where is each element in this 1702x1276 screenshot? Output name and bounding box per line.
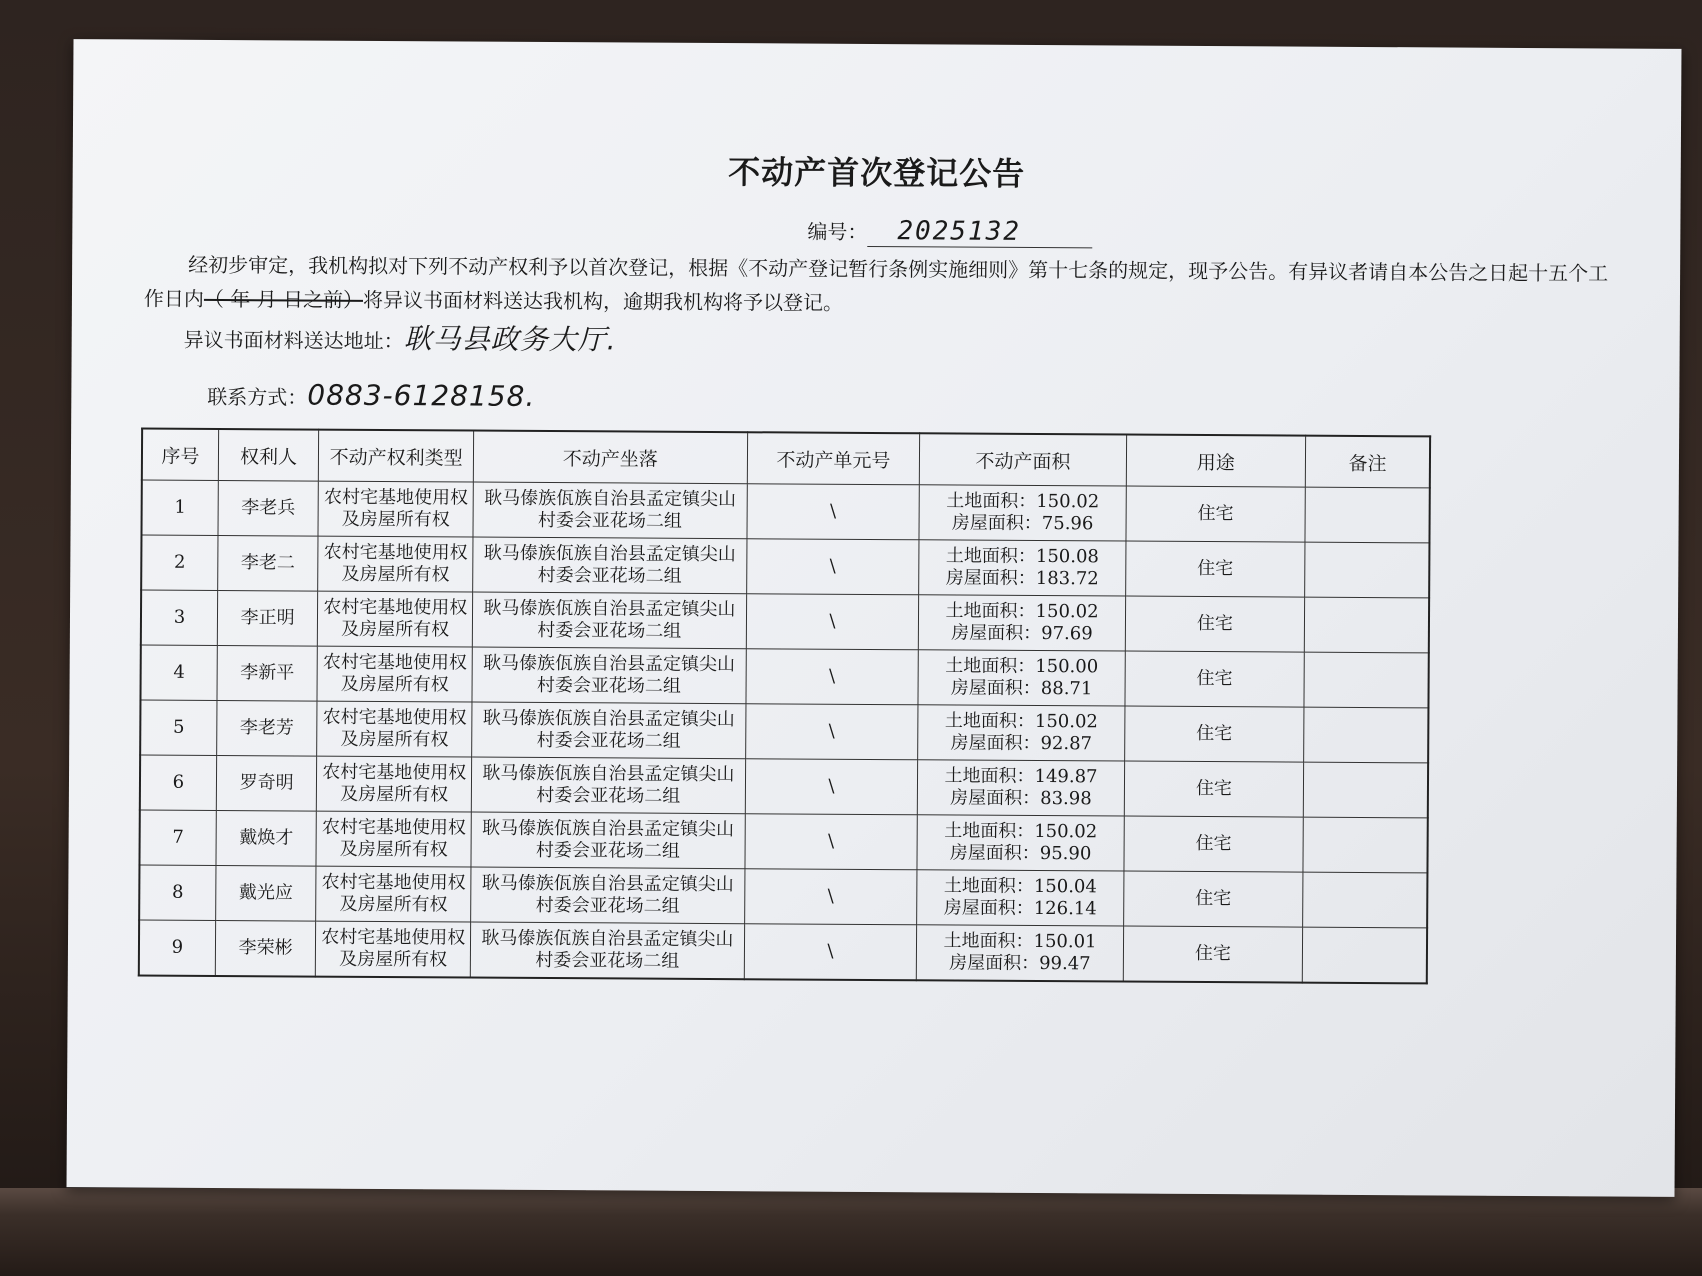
table-row <box>141 480 1429 543</box>
row-use: 住宅 <box>1124 761 1304 817</box>
contact-line <box>207 378 535 413</box>
row-owner: 李荣彬 <box>215 920 316 976</box>
page-title: 不动产首次登记公告 <box>728 153 1026 193</box>
intro-part1: 经初步审定，我机构拟对下列不动产权利予以首次登记，根据《不动产登记暂行条例实施细则》第十七条的规定，现予公告。有异议者请自本公告之日起十五个工作日内 <box>143 252 1609 311</box>
row-area <box>919 485 1126 541</box>
table-row <box>139 920 1427 983</box>
row-unit-number: \ <box>747 484 920 540</box>
row-note <box>1303 872 1428 928</box>
table-row <box>141 535 1429 598</box>
row-note <box>1303 762 1428 818</box>
intro-struck-date: （ 年 月 日之前） <box>203 286 364 312</box>
row-location: 耿马傣族佤族自治县孟定镇尖山村委会亚花场二组 <box>473 482 747 539</box>
row-area <box>919 540 1126 596</box>
row-owner: 李老二 <box>218 535 319 591</box>
header-use: 用途 <box>1126 435 1306 488</box>
row-unit-number: \ <box>746 594 919 650</box>
row-unit-number: \ <box>745 759 918 815</box>
house-area: 房屋面积：97.69 <box>951 622 1093 645</box>
address-line <box>184 316 617 359</box>
row-area <box>917 925 1124 982</box>
address-value: 耿马县政务大厅. <box>403 322 617 357</box>
row-owner: 戴焕才 <box>216 810 317 866</box>
house-area: 房屋面积：126.14 <box>943 897 1097 920</box>
row-location: 耿马傣族佤族自治县孟定镇尖山村委会亚花场二组 <box>472 757 746 814</box>
row-use: 住宅 <box>1123 926 1303 983</box>
table-row <box>140 755 1428 818</box>
row-use: 住宅 <box>1123 871 1303 927</box>
row-note <box>1304 707 1429 763</box>
row-area <box>919 595 1126 651</box>
intro-part2: 将异议书面材料送达我机构，逾期我机构将予以登记。 <box>362 287 844 315</box>
row-note <box>1303 817 1428 873</box>
header-area: 不动产面积 <box>920 433 1127 486</box>
table-row <box>140 700 1428 763</box>
row-seq: 4 <box>140 645 217 700</box>
land-area: 土地面积：149.87 <box>944 765 1098 788</box>
table-row <box>139 810 1427 873</box>
land-area: 土地面积：150.00 <box>945 655 1099 678</box>
address-label: 异议书面材料送达地址： <box>183 327 404 354</box>
land-area: 土地面积：150.02 <box>945 600 1099 623</box>
row-note <box>1304 652 1429 708</box>
house-area: 房屋面积：83.98 <box>950 787 1092 810</box>
row-owner: 罗奇明 <box>216 755 317 811</box>
row-right-type: 农村宅基地使用权及房屋所有权 <box>316 866 471 922</box>
house-area: 房屋面积：183.72 <box>945 567 1099 590</box>
house-area: 房屋面积：99.47 <box>949 952 1091 975</box>
row-note <box>1305 487 1430 543</box>
table-row <box>139 865 1427 928</box>
land-area: 土地面积：150.02 <box>944 820 1098 843</box>
row-location: 耿马傣族佤族自治县孟定镇尖山村委会亚花场二组 <box>472 647 746 704</box>
row-right-type: 农村宅基地使用权及房屋所有权 <box>317 646 472 702</box>
row-location: 耿马傣族佤族自治县孟定镇尖山村委会亚花场二组 <box>472 702 746 759</box>
row-seq: 1 <box>141 480 218 535</box>
row-note <box>1304 597 1429 653</box>
row-area <box>917 870 1124 926</box>
header-right-type: 不动产权利类型 <box>319 430 474 482</box>
row-seq: 9 <box>139 920 216 976</box>
row-unit-number: \ <box>744 924 917 981</box>
number-label: 编号： <box>807 219 868 244</box>
row-seq: 2 <box>141 535 218 590</box>
row-use: 住宅 <box>1124 706 1304 762</box>
row-right-type: 农村宅基地使用权及房屋所有权 <box>318 536 473 592</box>
desk-edge <box>0 1188 1702 1276</box>
row-owner: 戴光应 <box>216 865 317 921</box>
row-owner: 李正明 <box>217 590 318 646</box>
land-area: 土地面积：150.02 <box>944 710 1098 733</box>
row-right-type: 农村宅基地使用权及房屋所有权 <box>316 811 471 867</box>
house-area: 房屋面积：92.87 <box>950 732 1093 755</box>
row-right-type: 农村宅基地使用权及房屋所有权 <box>317 701 472 757</box>
row-location: 耿马傣族佤族自治县孟定镇尖山村委会亚花场二组 <box>473 537 747 594</box>
row-use: 住宅 <box>1125 651 1305 707</box>
row-right-type: 农村宅基地使用权及房屋所有权 <box>316 921 471 977</box>
contact-label: 联系方式： <box>207 384 308 410</box>
row-owner: 李新平 <box>217 645 318 701</box>
number-value: 2025132 <box>867 216 1092 248</box>
table-header-row <box>142 429 1430 488</box>
row-location: 耿马傣族佤族自治县孟定镇尖山村委会亚花场二组 <box>470 922 744 979</box>
row-seq: 8 <box>139 865 216 920</box>
table-row <box>140 645 1428 708</box>
row-use: 住宅 <box>1126 486 1306 542</box>
header-location: 不动产坐落 <box>474 431 748 484</box>
number-line <box>807 216 1092 249</box>
land-area: 土地面积：150.08 <box>945 545 1099 568</box>
row-seq: 7 <box>139 810 216 865</box>
notice-paper <box>67 39 1682 1197</box>
row-location: 耿马傣族佤族自治县孟定镇尖山村委会亚花场二组 <box>471 867 745 924</box>
row-unit-number: \ <box>746 539 919 595</box>
row-right-type: 农村宅基地使用权及房屋所有权 <box>317 756 472 812</box>
house-area: 房屋面积：95.90 <box>949 842 1092 865</box>
row-seq: 5 <box>140 700 217 755</box>
row-unit-number: \ <box>746 649 919 705</box>
row-owner: 李老兵 <box>218 480 319 536</box>
row-note <box>1302 927 1427 983</box>
row-area <box>918 705 1125 761</box>
house-area: 房屋面积：75.96 <box>951 512 1094 535</box>
land-area: 土地面积：150.04 <box>943 875 1097 898</box>
registration-table <box>138 428 1431 985</box>
row-use: 住宅 <box>1124 816 1304 872</box>
row-right-type: 农村宅基地使用权及房屋所有权 <box>318 481 473 537</box>
header-note: 备注 <box>1305 436 1430 488</box>
row-unit-number: \ <box>745 704 918 760</box>
header-seq: 序号 <box>142 429 219 481</box>
row-unit-number: \ <box>745 814 918 870</box>
row-right-type: 农村宅基地使用权及房屋所有权 <box>318 591 473 647</box>
row-use: 住宅 <box>1125 596 1305 652</box>
row-area <box>917 815 1124 871</box>
row-unit-number: \ <box>744 869 917 925</box>
header-owner: 权利人 <box>218 429 319 481</box>
row-note <box>1305 542 1430 598</box>
land-area: 土地面积：150.01 <box>943 930 1097 953</box>
table-row <box>141 590 1429 653</box>
row-location: 耿马傣族佤族自治县孟定镇尖山村委会亚花场二组 <box>471 812 745 869</box>
land-area: 土地面积：150.02 <box>946 490 1100 513</box>
row-area <box>918 650 1125 706</box>
row-seq: 6 <box>140 755 217 810</box>
intro-paragraph <box>144 248 1614 325</box>
row-owner: 李老芳 <box>217 700 318 756</box>
row-seq: 3 <box>141 590 218 645</box>
contact-value: 0883-6128158. <box>307 378 536 413</box>
row-use: 住宅 <box>1125 541 1305 597</box>
row-location: 耿马傣族佤族自治县孟定镇尖山村委会亚花场二组 <box>473 592 747 649</box>
header-unit-number: 不动产单元号 <box>747 432 920 485</box>
row-area <box>918 760 1125 816</box>
house-area: 房屋面积：88.71 <box>950 677 1093 700</box>
